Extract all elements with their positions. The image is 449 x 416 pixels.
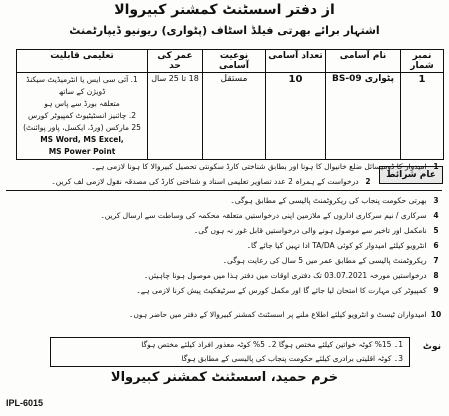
condition-text: کمپیوٹر کی مہارت کا امتحان لیا جائے گا اور مکمل کورس کے سرٹیفکیٹ پیش کرنا لازمی ہے۔: [136, 286, 427, 295]
table-header-row: [17, 50, 444, 73]
office-heading: از دفتر اسسٹنٹ کمشنر کبیروالا: [114, 2, 335, 18]
note-label: نوٹ: [422, 342, 441, 352]
header-serial: نمبر شمار: [401, 50, 444, 73]
header-post: نام آسامی: [326, 50, 401, 73]
condition-item: [7, 254, 443, 267]
condition-number: 8: [433, 271, 439, 280]
cell-post: پٹواری BS-09: [326, 73, 401, 160]
signature-line: خرم حمید، اسسٹنٹ کمشنر کبیروالا: [110, 370, 339, 385]
condition-text: سرکاری / نیم سرکاری اداروں کے ملازمین اپنی درخواستیں متعلقہ محکمہ کی وساطت سے ارسال کریں۔: [100, 211, 427, 220]
qualification-line: 25 مارکس (ورڈ، ایکسل، پاور پوائنٹ): [23, 123, 141, 132]
qualification-line: 1. آئی سی ایس یا انٹرمیڈیٹ سیکنڈ ڈویژن کے ساتھ: [26, 75, 138, 96]
quota-note-box: [50, 337, 410, 367]
advertisement-subtitle: اشتہار برائے بھرتی فیلڈ اسٹاف (پٹواری) ریونیو ڈیپارٹمنٹ: [69, 24, 380, 37]
cell-age: 18 تا 25 سال: [148, 73, 203, 160]
condition-text: امیدوار کا ڈومیسائل ضلع خانیوال کا ہونا اور بطابق شناختی کارڈ سکونتی تحصیل کبیروالا کا ہونا لازمی ہے۔: [91, 162, 427, 171]
quota-note-line: 1۔ 15% کوٹہ خواتین کیلئے مختص ہوگا 2۔ 5% کوٹہ معذور افراد کیلئے مختص ہوگا: [141, 340, 403, 349]
quota-note-line: 3۔ کوٹہ اقلیتی برادری کیلئے حکومت پنجاب کی پالیسی کے مطابق ہوگا: [181, 354, 403, 363]
condition-number: 3: [433, 196, 439, 205]
condition-item: [7, 308, 443, 321]
condition-number: 7: [433, 256, 439, 265]
condition-item: [7, 239, 443, 252]
condition-item: [7, 269, 443, 282]
condition-number: 1: [433, 162, 439, 171]
condition-text: بھرتی حکومت پنجاب کی ریکروٹمنٹ پالیسی کے مطابق ہوگی۔: [230, 196, 427, 205]
header-count: تعداد آسامی: [266, 50, 326, 73]
qualification-line: متعلقہ بورڈ سے پاس ہو: [44, 99, 120, 108]
condition-item: [7, 194, 443, 207]
qualification-line: MS Word, MS Excel,: [40, 135, 124, 144]
qualification-line: 2. چائنیز انسٹیٹیوٹ کمپیوٹر کورس: [28, 111, 136, 120]
condition-item: [7, 284, 443, 297]
general-conditions-title: عام شرائط: [379, 166, 443, 184]
condition-text: ریکروٹمنٹ پالیسی کے مطابق عمر میں 5 سال کی رعایت ہوگی۔: [222, 256, 427, 265]
condition-number: 5: [433, 226, 439, 235]
cell-count: 10: [266, 73, 326, 160]
condition-item: [7, 224, 443, 237]
posts-table: [16, 49, 444, 160]
condition-text: درخواستیں مورخہ 03.07.2021 تک دفتری اوقات میں دفتر ہذا میں موصول ہونا چاہیئں۔: [143, 271, 427, 280]
condition-number: 10: [430, 310, 442, 319]
condition-number: 6: [433, 241, 439, 250]
header-qualification: تعلیمی قابلیت: [17, 50, 148, 73]
condition-text: درخواست کے ہمراہ 2 عدد تصاویر تعلیمی اسناد و شناختی کارڈ کی مصدقہ نقول لازمی لف کریں۔: [51, 177, 359, 186]
condition-item: [83, 160, 443, 173]
cell-serial: 1: [401, 73, 444, 160]
condition-text: نامکمل اور تاخیر سے موصول ہونے والی درخواستیں قابل غور نہ ہوں گی۔: [193, 226, 427, 235]
cell-nature: مستقل: [203, 73, 266, 160]
condition-number: 9: [433, 286, 439, 295]
ipl-code: IPL-6015: [6, 398, 44, 408]
header-age: عمر کی حد: [148, 50, 203, 73]
header-nature: نوعیت آسامی: [203, 50, 266, 73]
divider: [6, 190, 442, 191]
condition-text: انٹرویو کیلئے امیدوار کو کوئی TA/DA ادا نہیں کیا جائے گا۔: [246, 241, 427, 250]
table-row: [17, 73, 444, 160]
condition-number: 4: [433, 211, 439, 220]
condition-item: [7, 209, 443, 222]
cell-qualification: [17, 73, 148, 160]
condition-number: 2: [365, 177, 371, 186]
condition-item: [9, 175, 375, 188]
condition-text: امیدواران ٹیسٹ و انٹرویو کیلئے اطلاع ملنے پر اسسٹنٹ کمشنر کبیروالا کے دفتر میں حاضر ہوں۔: [129, 310, 427, 319]
qualification-line: MS Power Point: [48, 147, 116, 156]
